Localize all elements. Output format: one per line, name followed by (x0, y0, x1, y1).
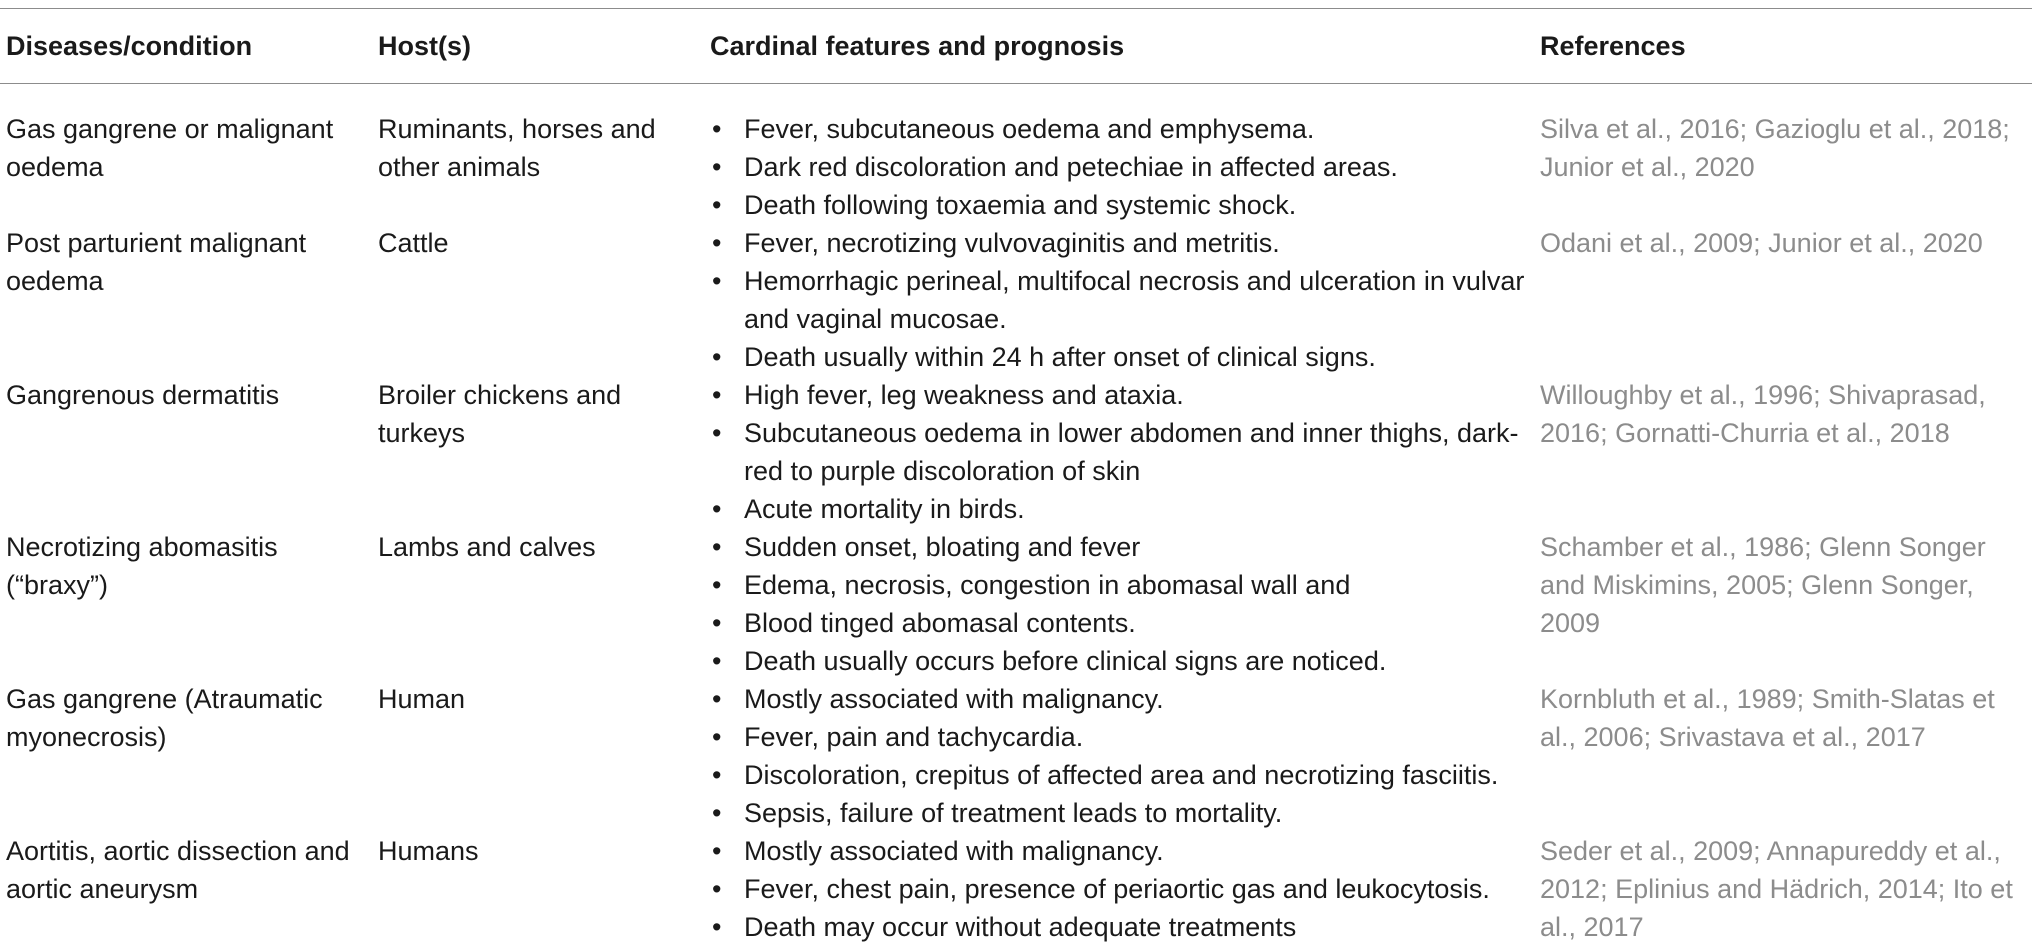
cell-features (710, 680, 1540, 832)
bullet-icon: • (712, 376, 736, 414)
feature-item (710, 376, 1540, 414)
cell-features (710, 832, 1540, 946)
table-row (0, 832, 2032, 946)
cell-disease: Post parturient malignant oedema (0, 224, 378, 376)
feature-item (710, 186, 1540, 224)
feature-text: Acute mortality in birds. (744, 494, 1025, 524)
table-body (0, 84, 2032, 946)
bullet-icon: • (712, 186, 736, 224)
bullet-icon: • (712, 528, 736, 566)
table-row (0, 84, 2032, 225)
cell-features (710, 224, 1540, 376)
table-header (0, 9, 2032, 84)
bullet-icon: • (712, 338, 736, 376)
cell-host: Humans (378, 832, 710, 946)
bullet-icon: • (712, 148, 736, 186)
feature-list (710, 376, 1540, 528)
feature-text: Mostly associated with malignancy. (744, 684, 1164, 714)
feature-list (710, 110, 1540, 224)
bullet-icon: • (712, 414, 736, 452)
feature-item (710, 908, 1540, 946)
cell-host: Broiler chickens and turkeys (378, 376, 710, 528)
bullet-icon: • (712, 718, 736, 756)
bullet-icon: • (712, 756, 736, 794)
feature-item (710, 148, 1540, 186)
table-row (0, 224, 2032, 376)
header-disease: Diseases/condition (0, 9, 378, 84)
feature-text: Hemorrhagic perineal, multifocal necrosis and ulceration in vulvar and vaginal mucosae. (744, 266, 1524, 334)
feature-text: Blood tinged abomasal contents. (744, 608, 1136, 638)
feature-item (710, 490, 1540, 528)
bullet-icon: • (712, 224, 736, 262)
cell-host: Cattle (378, 224, 710, 376)
feature-text: Fever, subcutaneous oedema and emphysema. (744, 114, 1314, 144)
feature-item (710, 832, 1540, 870)
cell-disease: Gas gangrene (Atraumatic myonecrosis) (0, 680, 378, 832)
feature-item (710, 338, 1540, 376)
feature-item (710, 604, 1540, 642)
feature-text: Fever, chest pain, presence of periaortic gas and leukocytosis. (744, 874, 1490, 904)
feature-text: Fever, necrotizing vulvovaginitis and metritis. (744, 228, 1280, 258)
feature-text: High fever, leg weakness and ataxia. (744, 380, 1184, 410)
feature-list (710, 224, 1540, 376)
feature-text: Subcutaneous oedema in lower abdomen and inner thighs, dark-red to purple discoloration of skin (744, 418, 1519, 486)
feature-item (710, 414, 1540, 490)
feature-item (710, 642, 1540, 680)
bullet-icon: • (712, 110, 736, 148)
feature-text: Death usually occurs before clinical signs are noticed. (744, 646, 1386, 676)
header-features: Cardinal features and prognosis (710, 9, 1540, 84)
cell-references: Willoughby et al., 1996; Shivaprasad, 2016; Gornatti-Churria et al., 2018 (1540, 376, 2032, 528)
disease-table (0, 8, 2032, 946)
feature-text: Death may occur without adequate treatments (744, 912, 1296, 942)
feature-text: Dark red discoloration and petechiae in affected areas. (744, 152, 1398, 182)
feature-text: Mostly associated with malignancy. (744, 836, 1164, 866)
cell-references: Kornbluth et al., 1989; Smith-Slatas et al., 2006; Srivastava et al., 2017 (1540, 680, 2032, 832)
feature-text: Death following toxaemia and systemic shock. (744, 190, 1296, 220)
cell-references: Silva et al., 2016; Gazioglu et al., 2018; Junior et al., 2020 (1540, 84, 2032, 225)
feature-item (710, 528, 1540, 566)
cell-references: Odani et al., 2009; Junior et al., 2020 (1540, 224, 2032, 376)
feature-item (710, 718, 1540, 756)
cell-disease: Aortitis, aortic dissection and aortic aneurysm (0, 832, 378, 946)
feature-text: Discoloration, crepitus of affected area and necrotizing fasciitis. (744, 760, 1498, 790)
cell-host: Ruminants, horses and other animals (378, 84, 710, 225)
bullet-icon: • (712, 832, 736, 870)
bullet-icon: • (712, 262, 736, 300)
feature-text: Sepsis, failure of treatment leads to mortality. (744, 798, 1282, 828)
feature-item (710, 870, 1540, 908)
bullet-icon: • (712, 490, 736, 528)
feature-list (710, 528, 1540, 680)
feature-item (710, 224, 1540, 262)
feature-item (710, 680, 1540, 718)
bullet-icon: • (712, 604, 736, 642)
table-row (0, 528, 2032, 680)
feature-text: Death usually within 24 h after onset of clinical signs. (744, 342, 1376, 372)
bullet-icon: • (712, 566, 736, 604)
bullet-icon: • (712, 680, 736, 718)
bullet-icon: • (712, 642, 736, 680)
feature-text: Fever, pain and tachycardia. (744, 722, 1083, 752)
bullet-icon: • (712, 794, 736, 832)
table-row (0, 376, 2032, 528)
cell-disease: Gas gangrene or malignant oedema (0, 84, 378, 225)
cell-references: Seder et al., 2009; Annapureddy et al., 2012; Eplinius and Hädrich, 2014; Ito et al., 2017 (1540, 832, 2032, 946)
feature-item (710, 756, 1540, 794)
feature-list (710, 832, 1540, 946)
cell-host: Human (378, 680, 710, 832)
cell-references: Schamber et al., 1986; Glenn Songer and Miskimins, 2005; Glenn Songer, 2009 (1540, 528, 2032, 680)
feature-list (710, 680, 1540, 832)
bullet-icon: • (712, 908, 736, 946)
header-row (0, 9, 2032, 84)
header-host: Host(s) (378, 9, 710, 84)
cell-features (710, 84, 1540, 225)
header-references: References (1540, 9, 2032, 84)
cell-features (710, 528, 1540, 680)
feature-text: Edema, necrosis, congestion in abomasal wall and (744, 570, 1350, 600)
feature-item (710, 110, 1540, 148)
bullet-icon: • (712, 870, 736, 908)
feature-item (710, 566, 1540, 604)
cell-disease: Necrotizing abomasitis (“braxy”) (0, 528, 378, 680)
cell-features (710, 376, 1540, 528)
cell-host: Lambs and calves (378, 528, 710, 680)
cell-disease: Gangrenous dermatitis (0, 376, 378, 528)
feature-item (710, 794, 1540, 832)
feature-text: Sudden onset, bloating and fever (744, 532, 1140, 562)
feature-item (710, 262, 1540, 338)
table-row (0, 680, 2032, 832)
